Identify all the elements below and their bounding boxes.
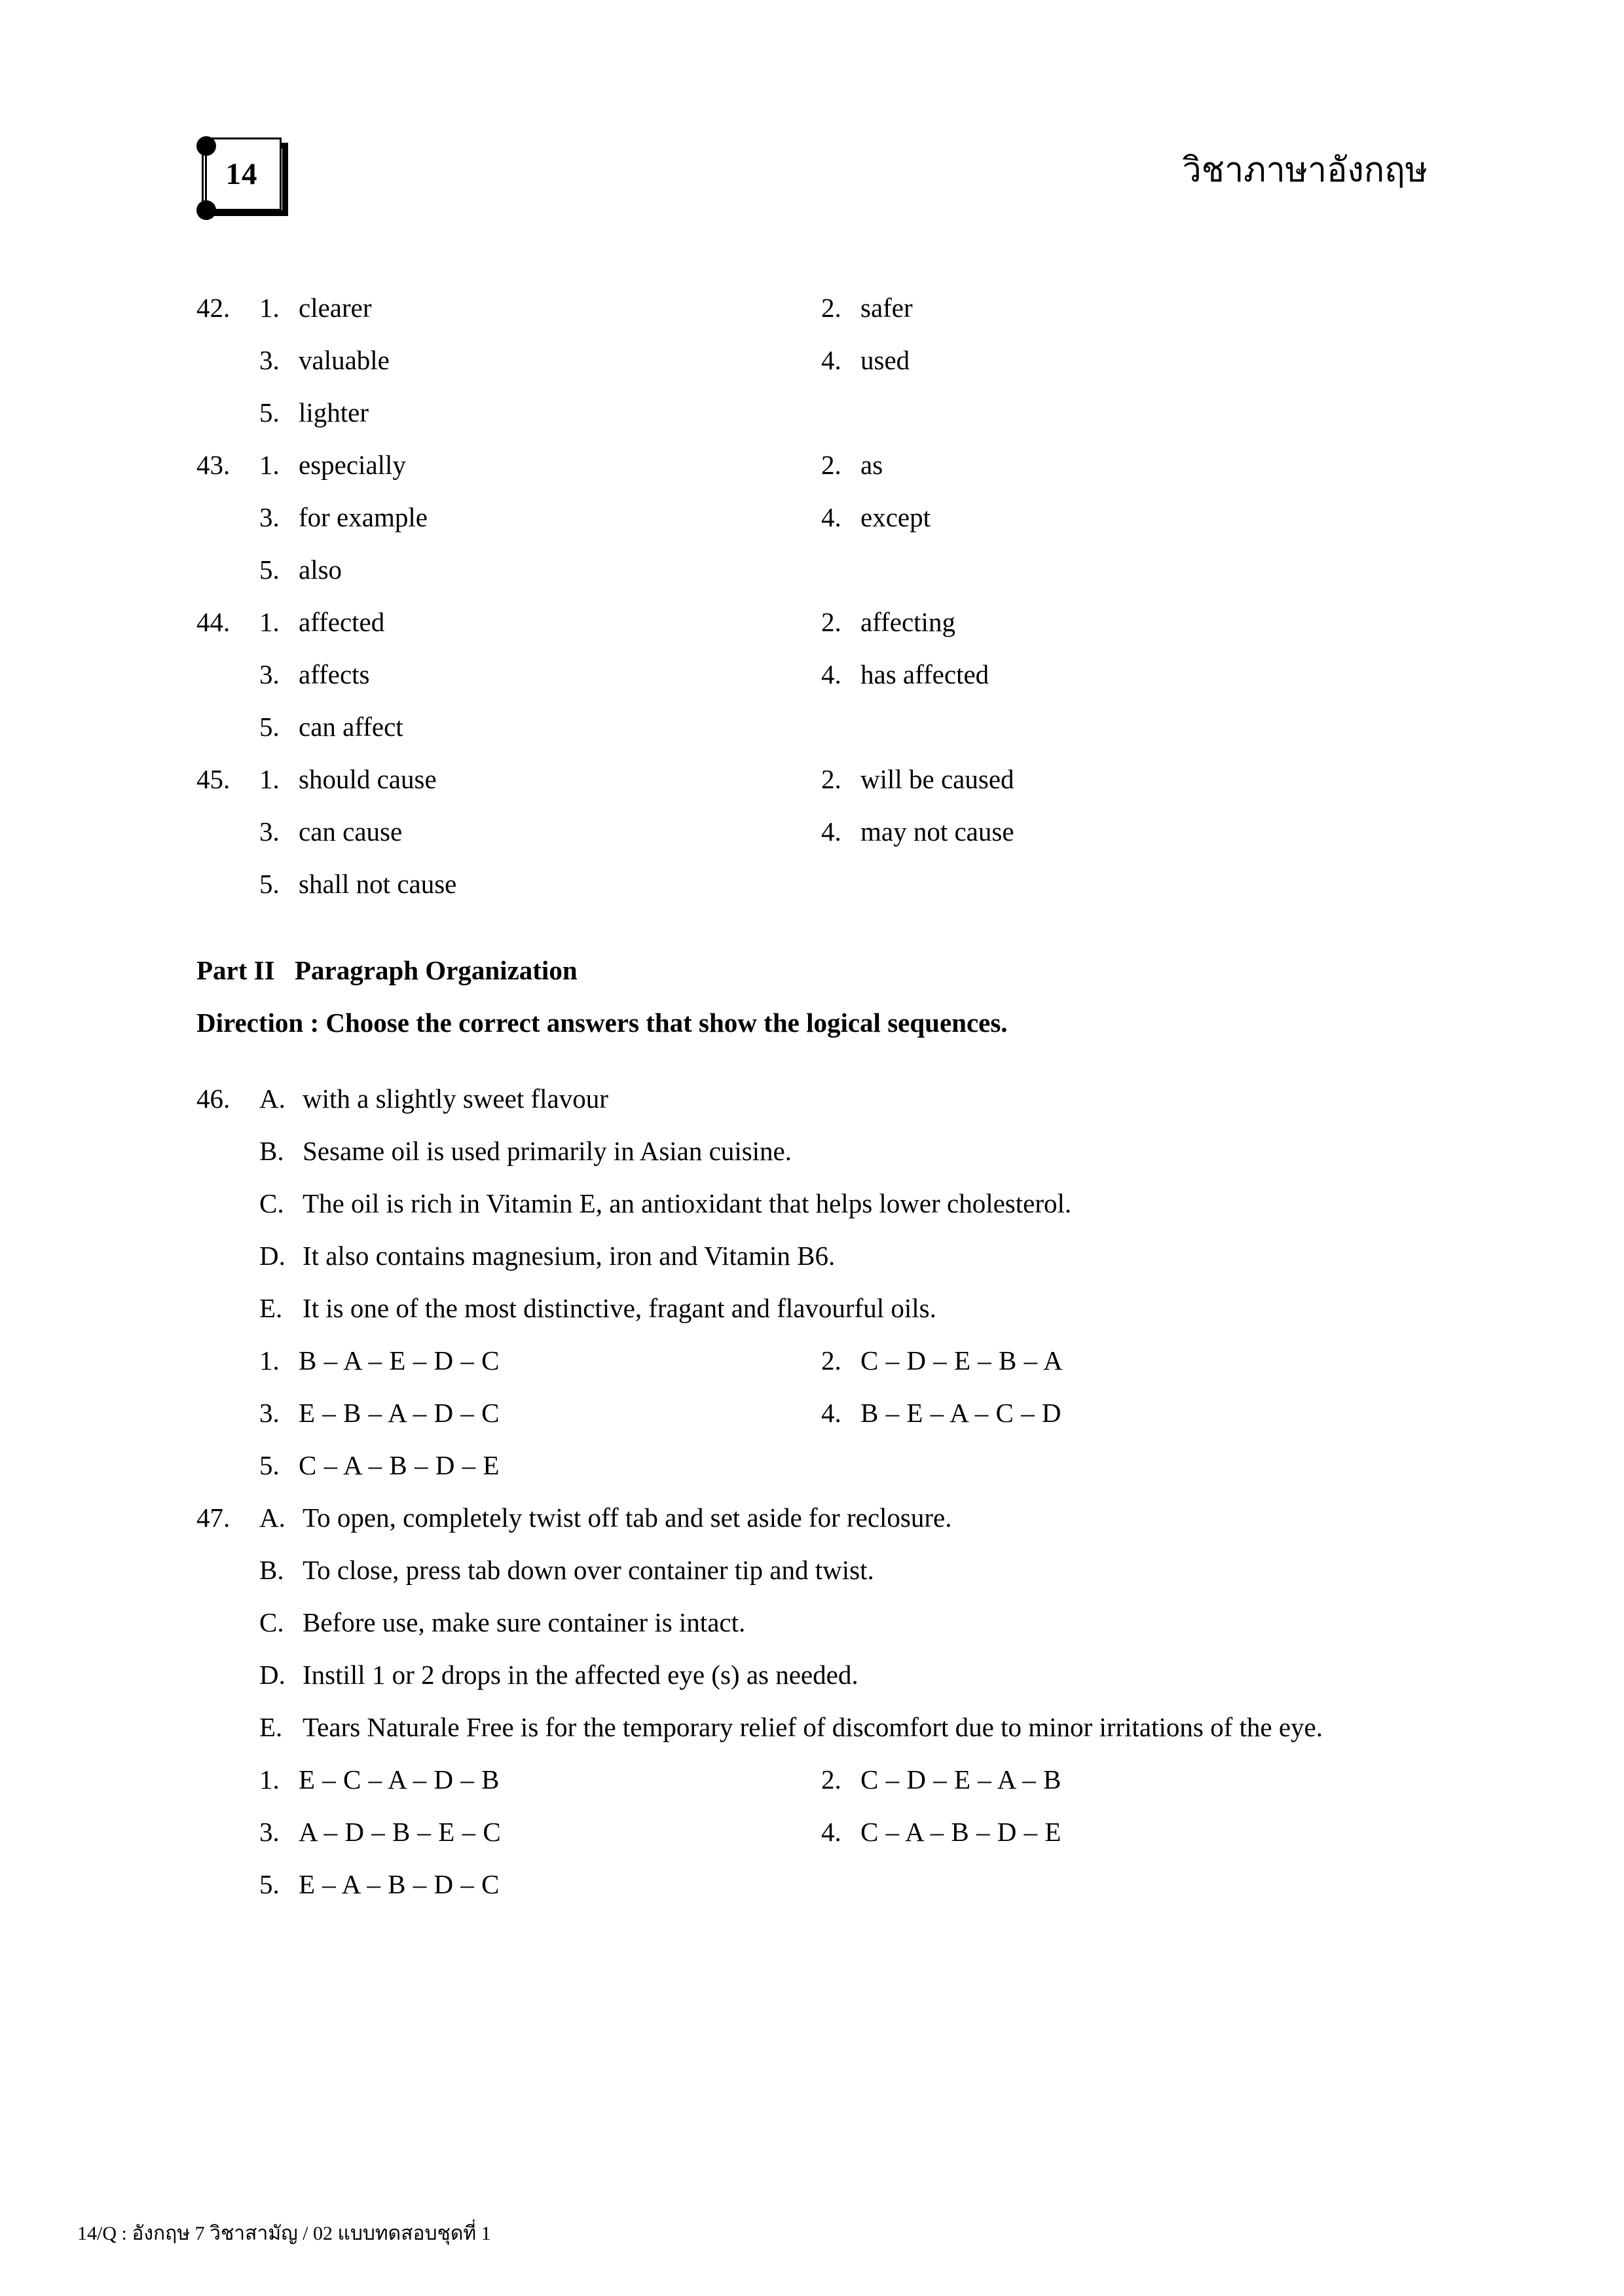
option-number: 3. — [259, 1398, 280, 1428]
question-row — [0, 805, 1624, 858]
page-number: 14 — [225, 157, 258, 191]
part-heading — [0, 944, 1624, 996]
question-row — [0, 1177, 1624, 1230]
item-text: Tears Naturale Free is for the temporary relief of discomfort due to minor irritations of the eye. — [303, 1712, 1323, 1742]
option-number: 5. — [259, 712, 280, 742]
item-text: Sesame oil is used primarily in Asian cuisine. — [303, 1136, 792, 1166]
option-label[interactable]: C – D – E – A – B — [860, 1764, 1061, 1795]
question-row — [0, 1753, 1624, 1806]
item-text: Before use, make sure container is intact. — [303, 1607, 746, 1637]
part-title: Paragraph Organization — [295, 955, 578, 985]
option-label[interactable]: B – E – A – C – D — [860, 1398, 1061, 1428]
question-row — [0, 491, 1624, 543]
option-column-right — [616, 753, 1624, 805]
option-label[interactable]: may not cause — [860, 816, 1014, 847]
option-number: 3. — [259, 502, 280, 532]
option-number: 3. — [259, 345, 280, 375]
option-label[interactable]: C – D – E – B – A — [860, 1345, 1063, 1376]
question-row — [0, 1439, 1624, 1491]
option-label[interactable]: should cause — [299, 764, 437, 794]
subject-title: วิชาภาษาอังกฤษ — [1182, 152, 1428, 189]
question-row — [0, 1072, 1624, 1125]
option-label[interactable]: especially — [299, 450, 406, 480]
question-number: 46. — [196, 1084, 231, 1114]
option-label[interactable]: shall not cause — [299, 869, 457, 899]
option-column-right — [616, 491, 1624, 543]
option-number: 5. — [259, 1869, 280, 1899]
question-row — [0, 543, 1624, 596]
question-row — [0, 1282, 1624, 1334]
question-number: 42. — [196, 293, 231, 323]
option-label[interactable]: E – B – A – D – C — [299, 1398, 500, 1428]
option-label[interactable]: will be caused — [860, 764, 1014, 794]
option-number: 4. — [821, 816, 841, 847]
question-row — [0, 334, 1624, 386]
option-column-left — [0, 543, 1624, 596]
option-column-right — [616, 648, 1624, 701]
question-number: 44. — [196, 607, 231, 637]
option-number: 4. — [821, 1398, 841, 1428]
page-number-badge — [196, 136, 301, 220]
question-row — [0, 1544, 1624, 1596]
option-number: 4. — [821, 659, 841, 689]
direction-text: Direction : Choose the correct answers that show the logical sequences. — [196, 1008, 1008, 1038]
item-letter: E. — [259, 1712, 283, 1742]
option-column-right — [616, 439, 1624, 491]
question-row — [0, 1701, 1624, 1753]
item-letter: D. — [259, 1660, 286, 1690]
item-letter: A. — [259, 1084, 286, 1114]
page-content — [0, 282, 1624, 1910]
option-label[interactable]: for example — [299, 502, 428, 532]
page-header — [0, 136, 1624, 221]
page-footer: 14/Q : อังกฤษ 7 วิชาสามัญ / 02 แบบทดสอบชุดที่ 1 — [77, 2223, 491, 2244]
option-number: 4. — [821, 1817, 841, 1847]
item-letter: C. — [259, 1188, 284, 1218]
option-number: 2. — [821, 1345, 841, 1376]
option-column-right — [616, 596, 1624, 648]
question-row — [0, 701, 1624, 753]
option-number: 4. — [821, 502, 841, 532]
option-column-left — [0, 1439, 1624, 1491]
item-letter: B. — [259, 1555, 284, 1585]
question-row — [0, 1858, 1624, 1910]
question-row — [0, 1125, 1624, 1177]
question-row — [0, 1596, 1624, 1649]
question-number: 47. — [196, 1503, 231, 1533]
item-letter: D. — [259, 1241, 286, 1271]
option-label[interactable]: affects — [299, 659, 370, 689]
option-number: 2. — [821, 1764, 841, 1795]
question-row — [0, 1230, 1624, 1282]
option-number: 2. — [821, 764, 841, 794]
question-row — [0, 386, 1624, 439]
option-column-right — [616, 334, 1624, 386]
option-number: 2. — [821, 293, 841, 323]
question-number: 45. — [196, 764, 231, 794]
option-label[interactable]: safer — [860, 293, 913, 323]
option-label[interactable]: C – A – B – D – E — [299, 1450, 500, 1480]
option-label[interactable]: can affect — [299, 712, 403, 742]
option-label[interactable]: except — [860, 502, 931, 532]
question-number: 43. — [196, 450, 231, 480]
part-label: Part II — [196, 955, 275, 985]
section-spacer — [0, 910, 1624, 944]
option-number: 5. — [259, 397, 280, 428]
item-letter: A. — [259, 1503, 286, 1533]
option-number: 4. — [821, 345, 841, 375]
option-label[interactable]: used — [860, 345, 910, 375]
question-row — [0, 1491, 1624, 1544]
item-text: The oil is rich in Vitamin E, an antioxidant that helps lower cholesterol. — [303, 1188, 1072, 1218]
option-number: 3. — [259, 1817, 280, 1847]
question-row — [0, 648, 1624, 701]
item-text: To close, press tab down over container tip and twist. — [303, 1555, 874, 1585]
item-text: It is one of the most distinctive, fragant and flavourful oils. — [303, 1293, 936, 1323]
option-number: 5. — [259, 555, 280, 585]
option-number: 1. — [259, 293, 280, 323]
option-number: 1. — [259, 764, 280, 794]
option-number: 2. — [821, 450, 841, 480]
item-letter: C. — [259, 1607, 284, 1637]
option-label[interactable]: affected — [299, 607, 385, 637]
question-row — [0, 1649, 1624, 1701]
option-number: 3. — [259, 659, 280, 689]
question-row — [0, 1806, 1624, 1858]
option-column-left — [0, 1858, 1624, 1910]
direction-heading — [0, 996, 1624, 1049]
option-label[interactable]: can cause — [299, 816, 403, 847]
option-number: 1. — [259, 1345, 280, 1376]
item-letter: B. — [259, 1136, 284, 1166]
option-number: 2. — [821, 607, 841, 637]
option-column-left — [0, 701, 1624, 753]
option-column-right — [616, 1387, 1624, 1439]
option-label[interactable]: affecting — [860, 607, 955, 637]
option-number: 1. — [259, 607, 280, 637]
question-row — [0, 439, 1624, 491]
option-column-right — [616, 1806, 1624, 1858]
option-label[interactable]: lighter — [299, 397, 369, 428]
question-row — [0, 1387, 1624, 1439]
option-label[interactable]: B – A – E – D – C — [299, 1345, 500, 1376]
item-text: To open, completely twist off tab and set aside for reclosure. — [303, 1503, 952, 1533]
option-label[interactable]: clearer — [299, 293, 372, 323]
option-column-right — [616, 805, 1624, 858]
question-row — [0, 753, 1624, 805]
item-text: Instill 1 or 2 drops in the affected eye (s) as needed. — [303, 1660, 858, 1690]
question-row — [0, 282, 1624, 334]
option-label[interactable]: as — [860, 450, 883, 480]
option-number: 5. — [259, 1450, 280, 1480]
option-number: 3. — [259, 816, 280, 847]
question-row — [0, 1334, 1624, 1387]
option-label[interactable]: E – A – B – D – C — [299, 1869, 500, 1899]
section-spacer — [0, 1049, 1624, 1072]
option-number: 1. — [259, 1764, 280, 1795]
question-row — [0, 596, 1624, 648]
option-label[interactable]: E – C – A – D – B — [299, 1764, 500, 1795]
item-letter: E. — [259, 1293, 283, 1323]
option-label[interactable]: C – A – B – D – E — [860, 1817, 1061, 1847]
option-label[interactable]: also — [299, 555, 342, 585]
item-text: with a slightly sweet flavour — [303, 1084, 608, 1114]
option-label[interactable]: has affected — [860, 659, 989, 689]
option-number: 1. — [259, 450, 280, 480]
option-column-left — [0, 386, 1624, 439]
question-row — [0, 858, 1624, 910]
option-column-right — [616, 1334, 1624, 1387]
option-label[interactable]: valuable — [299, 345, 390, 375]
option-column-right — [616, 282, 1624, 334]
item-text: It also contains magnesium, iron and Vitamin B6. — [303, 1241, 836, 1271]
option-column-left — [0, 858, 1624, 910]
option-label[interactable]: A – D – B – E – C — [299, 1817, 502, 1847]
option-number: 5. — [259, 869, 280, 899]
option-column-right — [616, 1753, 1624, 1806]
